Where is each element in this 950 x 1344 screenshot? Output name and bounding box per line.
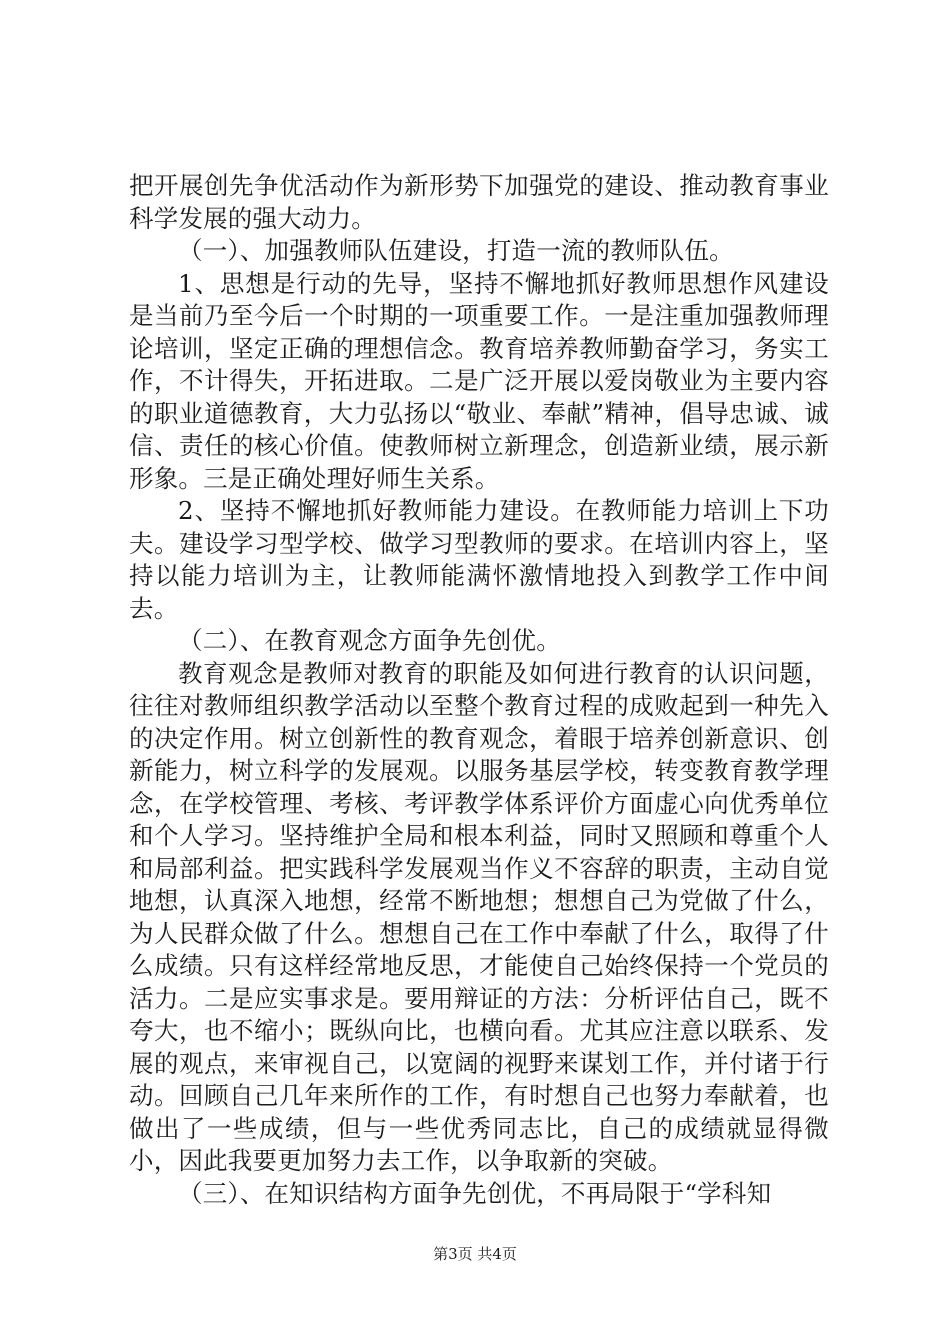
page-footer: 第3页 共4页 xyxy=(433,1245,517,1263)
paragraph-item-2: 2、坚持不懈地抓好教师能力建设。在教师能力培训上下功夫。建设学习型学校、做学习型教师的要求。在培训内容上，坚持以能力培训为主，让教师能满怀激情地投入到教学工作中间去。 xyxy=(129,496,829,623)
section-heading-3: （三）、在知识结构方面争先创优，不再局限于“学科知 xyxy=(178,1178,772,1208)
section-heading-1: （一）、加强教师队伍建设，打造一流的教师队伍。 xyxy=(178,236,734,265)
document-body xyxy=(129,170,829,1210)
section-heading-2: （二）、在教育观念方面争先创优。 xyxy=(178,626,561,655)
paragraph-education-concept: 教育观念是教师对教育的职能及如何进行教育的认识问题，往往对教师组织教学活动以至整个教育过程的成败起到一种先入的决定作用。树立创新性的教育观念，着眼于培养创新意识、创新能力，树立科学的发展观。以服务基层学校，转变教育教学理念，在学校管理、考核、考评教学体系评价方面虚心向优秀单位和个人学习。坚持维护全局和根本利益，同时又照顾和尊重个人和局部利益。把实践科学发展观当作义不容辞的职责，主动自觉地想，认真深入地想，经常不断地想；想想自己为党做了什么，为人民群众做了什么。想想自己在工作中奉献了什么，取得了什么成绩。只有这样经常地反思，才能使自己始终保持一个党员的活力。二是应实事求是。要用辩证的方法：分析评估自己，既不夸大，也不缩小；既纵向比，也横向看。尤其应注意以联系、发展的观点，来审视自己，以宽阔的视野来谋划工作，并付诸于行动。回顾自己几年来所作的工作，有时想自己也努力奉献着，也做出了一些成绩，但与一些优秀同志比，自己的成绩就显得微小，因此我要更加努力去工作，以争取新的突破。 xyxy=(129,658,829,1175)
paragraph-item-1: 1、思想是行动的先导，坚持不懈地抓好教师思想作风建设是当前乃至今后一个时期的一项重要工作。一是注重加强教师理论培训，坚定正确的理想信念。教育培养教师勤奋学习，务实工作，不计得失，开拓进取。二是广泛开展以爱岗敬业为主要内容的职业道德教育，大力弘扬以“敬业、奉献”精神，倡导忠诚、诚信、责任的核心价值。使教师树立新理念，创造新业绩，展示新形象。三是正确处理好师生关系。 xyxy=(129,268,829,493)
paragraph-continuation: 把开展创先争优活动作为新形势下加强党的建设、推动教育事业科学发展的强大动力。 xyxy=(129,171,829,233)
